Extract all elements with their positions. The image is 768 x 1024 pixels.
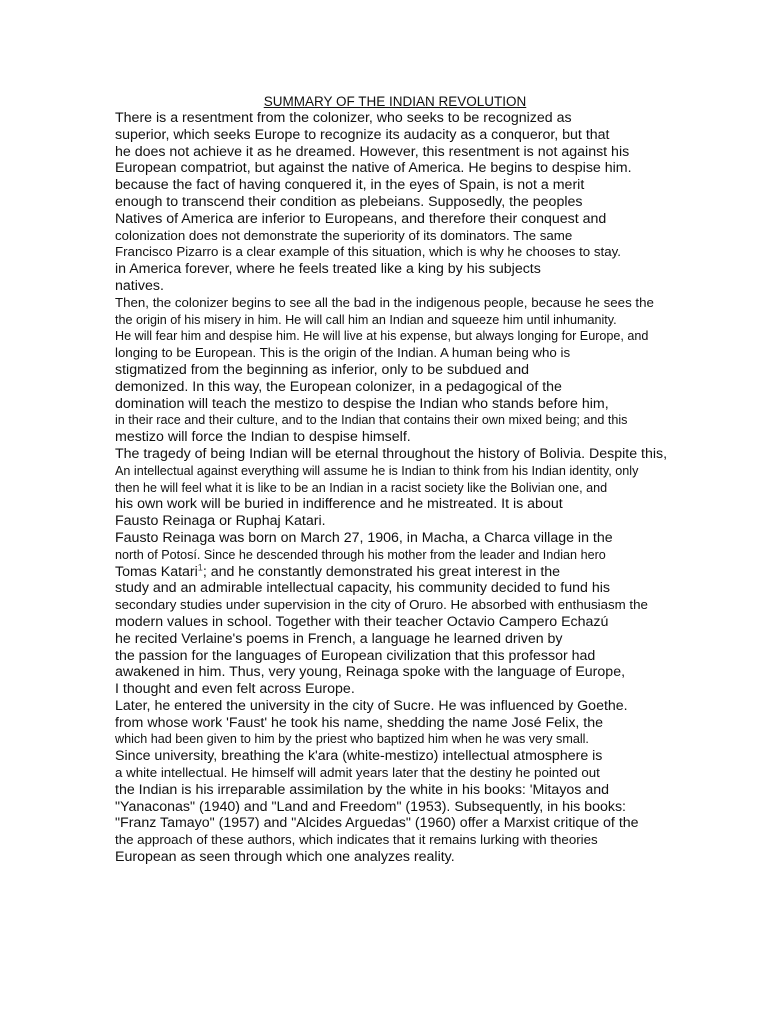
text-line-content: the approach of these authors, which indicates that it remains lurking with theories [115,832,598,848]
text-line [115,110,715,127]
text-line-content: the passion for the languages of European civilization that this professor had [115,647,596,664]
text-line-content: There is a resentment from the colonizer, who seeks to be recognized as [115,110,572,126]
text-line [115,345,715,362]
text-line-continuation: ; and he constantly demonstrated his great interest in the [202,563,561,580]
text-line [115,815,715,832]
text-line-content: demonized. In this way, the European colonizer, in a pedagogical of the [115,378,562,395]
text-line [115,396,715,413]
text-line-content: I thought and even felt across Europe. [115,681,355,698]
text-line-content: "Franz Tamayo" (1957) and "Alcides Arguedas" (1960) offer a Marxist critique of the [115,815,639,832]
document-body [115,110,715,866]
text-line-content: An intellectual against everything will assume he is Indian to think from his Indian identity, only [115,463,639,478]
text-line [115,244,715,261]
text-line-content: longing to be European. This is the origin of the Indian. A human being who is [115,345,571,361]
text-line-content: natives. [115,277,164,294]
text-line-content: colonization does not demonstrate the superiority of its dominators. The same [115,227,573,243]
text-line [115,160,715,177]
text-line [115,731,715,748]
text-line-content: Since university, breathing the k'ara (white-mestizo) intellectual atmosphere is [115,748,603,765]
text-line-content: "Yanaconas" (1940) and "Land and Freedom" (1953). Subsequently, in his books: [115,798,626,815]
text-line [115,681,715,698]
text-line [115,765,715,782]
document-title: SUMMARY OF THE INDIAN REVOLUTION [263,94,527,109]
text-line-content: He will fear him and despise him. He will live at his expense, but always longing for Europe, and [115,329,649,344]
text-line [115,463,715,480]
text-line-content: awakened in him. Thus, very young, Reinaga spoke with the language of Europe, [115,664,626,681]
text-line [115,748,715,765]
text-line [115,631,715,648]
text-line [115,278,715,295]
text-line [115,228,715,245]
text-line-content: he does not achieve it as he dreamed. However, this resentment is not against his [115,143,630,160]
text-line-content: Later, he entered the university in the city of Sucre. He was influenced by Goethe. [115,697,628,714]
text-line [115,261,715,278]
text-line [115,144,715,161]
text-line [115,698,715,715]
text-line-content: Fausto Reinaga was born on March 27, 1906, in Macha, a Charca village in the [115,529,613,546]
text-line [115,513,715,530]
text-line-content: secondary studies under supervision in the city of Oruro. He absorbed with enthusiasm the [115,597,648,613]
text-line-content: study and an admirable intellectual capacity, his community decided to fund his [115,580,610,597]
text-line-content: Natives of America are inferior to Europeans, and therefore their conquest and [115,210,607,227]
text-line-content: north of Potosí. Since he descended through his mother from the leader and Indian hero [115,547,606,562]
text-line-content: domination will teach the mestizo to despise the Indian who stands before him, [115,395,609,412]
text-line [115,362,715,379]
text-line [115,312,715,329]
text-line [115,328,715,345]
text-line-content: Francisco Pizarro is a clear example of this situation, which is why he chooses to stay. [115,244,621,260]
text-line-content: modern values in school. Together with their teacher Octavio Campero Echazú [115,613,609,630]
text-line-content: because the fact of having conquered it, in the eyes of Spain, is not a merit [115,177,585,194]
text-line-content: his own work will be buried in indifference and he mistreated. It is about [115,496,563,513]
text-line [115,664,715,681]
text-line [115,127,715,144]
text-line [115,530,715,547]
text-line [115,429,715,446]
text-line-content: the origin of his misery in him. He will call him an Indian and squeeze him until inhumanity. [115,312,617,327]
text-line-content: then he will feel what it is like to be an Indian in a racist society like the Bolivian one, and [115,480,608,495]
text-line [115,561,715,581]
text-line-content: The tragedy of being Indian will be eternal throughout the history of Bolivia. Despite this, [115,445,668,462]
text-line [115,379,715,396]
text-line [115,614,715,631]
text-line-content: Fausto Reinaga or Ruphaj Katari. [115,513,326,530]
text-line-content: the Indian is his irreparable assimilation by the white in his books: 'Mitayos and [115,781,610,798]
text-line [115,782,715,799]
text-line-content: European as seen through which one analyzes reality. [115,849,455,866]
text-line-content: he recited Verlaine's poems in French, a language he learned driven by [115,630,563,647]
text-line-content: in America forever, where he feels treated like a king by his subjects [115,261,541,278]
text-line [115,849,715,866]
text-line [115,580,715,597]
text-line [115,597,715,614]
text-line [115,547,715,564]
text-line [115,177,715,194]
text-line-content: European compatriot, but against the native of America. He begins to despise him. [115,160,632,177]
text-line [115,295,715,312]
text-line [115,211,715,228]
text-line [115,412,715,429]
text-line [115,194,715,211]
text-line [115,446,715,463]
text-line-content: a white intellectual. He himself will admit years later that the destiny he pointed out [115,765,600,781]
text-line-content: Tomas Katari [115,563,198,580]
footnote-marker: 1 [197,561,203,572]
text-line [115,799,715,816]
text-line-content: superior, which seeks Europe to recognize its audacity as a conqueror, but that [115,126,610,143]
text-line-content: enough to transcend their condition as plebeians. Supposedly, the peoples [115,193,583,210]
text-line-content: stigmatized from the beginning as inferior, only to be subdued and [115,361,530,378]
text-line-content: in their race and their culture, and to the Indian that contains their own mixed being; and this [115,413,628,428]
text-line [115,480,715,497]
text-line-content: from whose work 'Faust' he took his name, shedding the name José Felix, the [115,714,604,731]
text-line-content: mestizo will force the Indian to despise himself. [115,429,411,446]
text-line-content: Then, the colonizer begins to see all the bad in the indigenous people, because he sees the [115,294,654,310]
text-line [115,715,715,732]
text-line [115,496,715,513]
text-line-content: which had been given to him by the priest who baptized him when he was very small. [115,732,589,747]
text-line [115,832,715,849]
text-line [115,648,715,665]
